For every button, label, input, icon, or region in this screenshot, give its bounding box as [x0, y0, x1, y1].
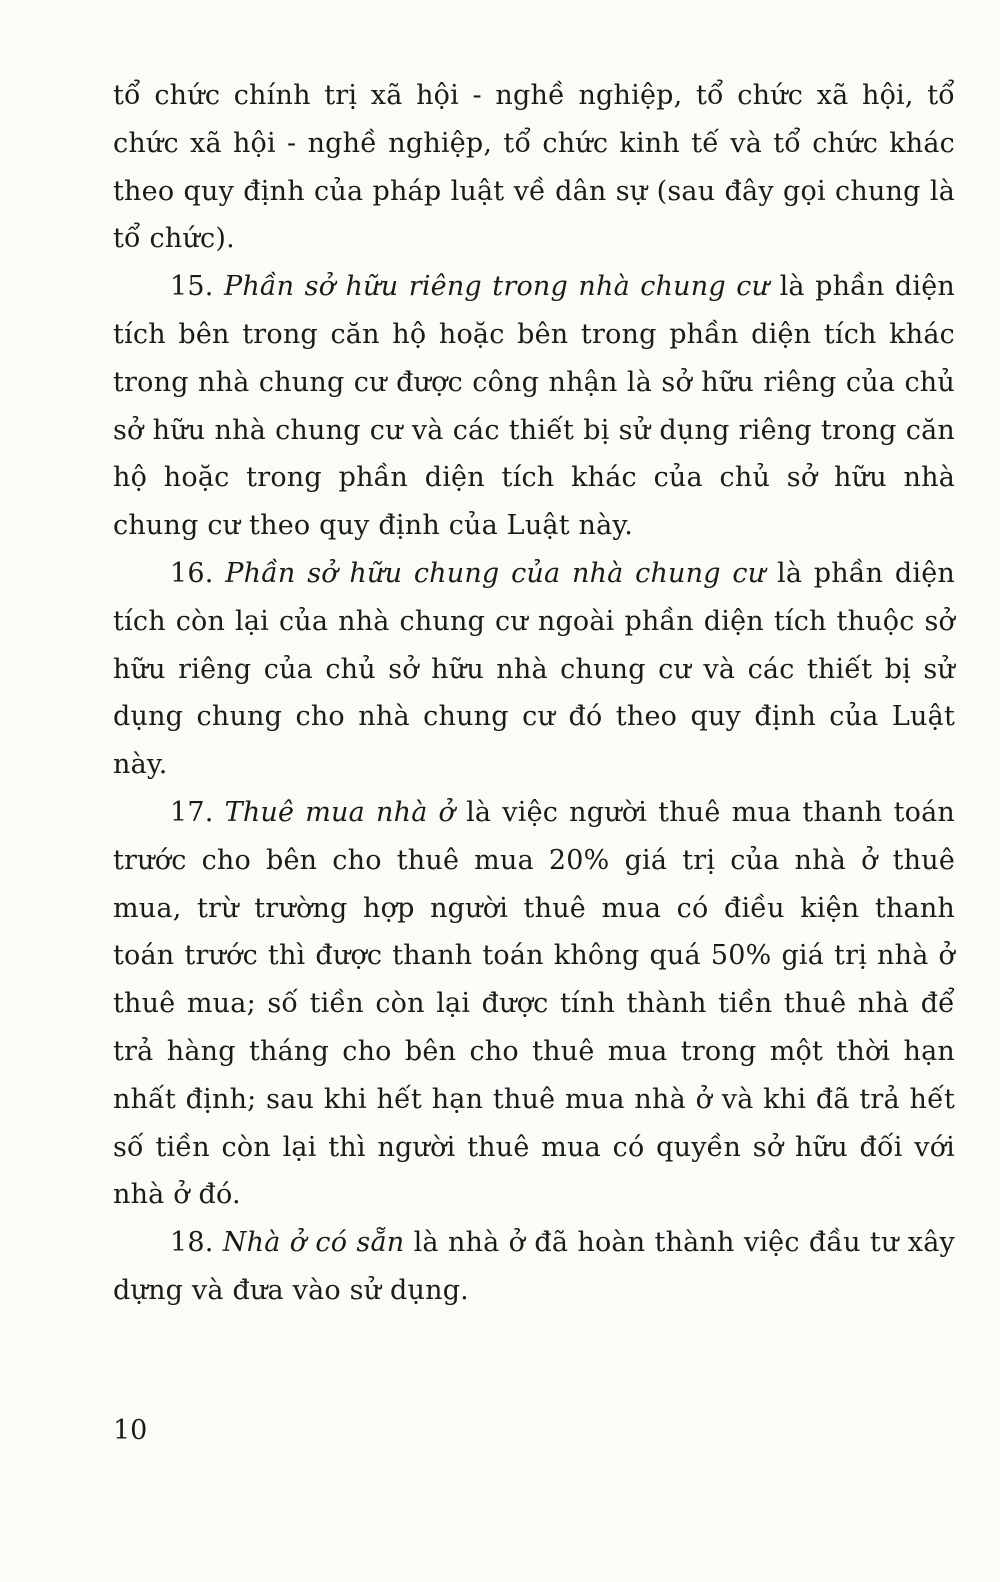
- definition-number: 17.: [170, 796, 214, 828]
- paragraph-text: tổ chức chính trị xã hội - nghề nghiệp, tổ chức xã hội, tổ chức xã hội - nghề nghiệp, tổ chức kinh tế và tổ chức khác theo quy định của pháp luật về dân sự (sau đây gọi chung là tổ chức).: [113, 80, 955, 255]
- definition-text: là phần diện tích bên trong căn hộ hoặc bên trong phần diện tích khác trong nhà chung cư được công nhận là sở hữu riêng của chủ sở hữu nhà chung cư và các thiết bị sử dụng riêng trong căn hộ hoặc trong phần diện tích khác của chủ sở hữu nhà chung cư theo quy định của Luật này.: [113, 271, 955, 542]
- definition-term: Phần sở hữu riêng trong nhà chung cư: [223, 271, 770, 303]
- definition-text: là việc người thuê mua thanh toán trước cho bên cho thuê mua 20% giá trị của nhà ở thuê mua, trừ trường hợp người thuê mua có điều kiện thanh toán trước thì được thanh toán không quá 50% giá trị nhà ở thuê mua; số tiền còn lại được tính thành tiền thuê nhà để trả hàng tháng cho bên cho thuê mua trong một thời hạn nhất định; sau khi hết hạn thuê mua nhà ở và khi đã trả hết số tiền còn lại thì người thuê mua có quyền sở hữu đối với nhà ở đó.: [113, 796, 955, 1211]
- definition-15: [113, 263, 955, 550]
- definition-text: là phần diện tích còn lại của nhà chung cư ngoài phần diện tích thuộc sở hữu riêng của chủ sở hữu nhà chung cư và các thiết bị sử dụng chung cho nhà chung cư đó theo quy định của Luật này.: [113, 557, 955, 781]
- page-body: [113, 72, 955, 1315]
- definition-term: Phần sở hữu chung của nhà chung cư: [225, 557, 766, 589]
- definition-text: là nhà ở đã hoàn thành việc đầu tư xây dựng và đưa vào sử dụng.: [113, 1227, 955, 1306]
- definition-18: [113, 1219, 955, 1315]
- paragraph-continuation: [113, 72, 955, 263]
- definition-number: 15.: [170, 271, 214, 303]
- definition-number: 18.: [170, 1227, 214, 1259]
- definition-term: Nhà ở có sẵn: [222, 1227, 405, 1259]
- page-number: 10: [113, 1415, 148, 1446]
- definition-term: Thuê mua nhà ở: [224, 796, 456, 828]
- definition-16: [113, 550, 955, 789]
- definition-number: 16.: [170, 557, 214, 589]
- definition-17: [113, 789, 955, 1219]
